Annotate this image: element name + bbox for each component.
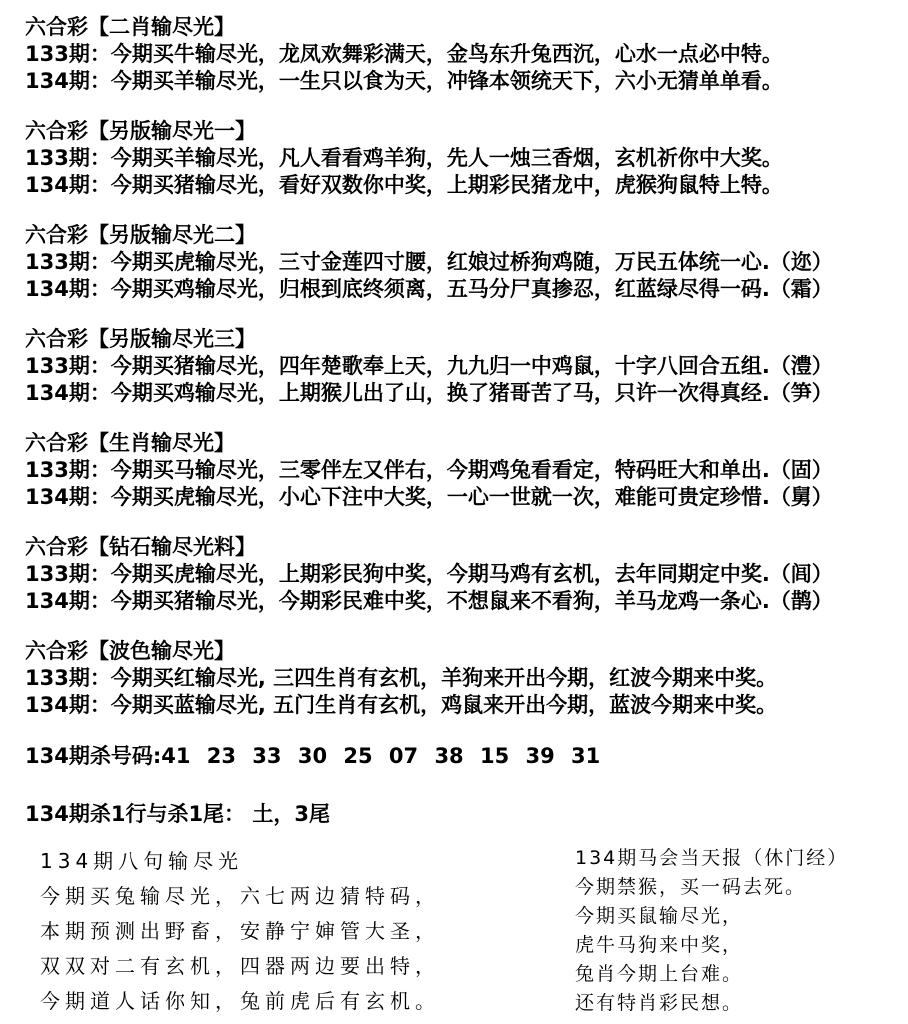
eight-block-line: 双双对二有玄机，四器两边要出特， (40, 954, 440, 978)
forecast-line-133: 133期：今期买牛输尽光，龙凤欢舞彩满天，金鸟东升兔西沉，心水一点必中特。 (25, 42, 783, 66)
forecast-line-133: 133期：今期买红输尽光, 三四生肖有玄机，羊狗来开出今期，红波今期来中奖。 (25, 666, 778, 690)
forecast-line-134: 134期：今期买猪输尽光，今期彩民难中奖，不想鼠来不看狗，羊马龙鸡一条心.（鹊） (25, 589, 833, 613)
section-title: 六合彩【另版输尽光一】 (25, 119, 256, 143)
section-alt-version-1 (25, 118, 908, 199)
section-alt-version-3 (25, 326, 908, 407)
section-title: 六合彩【另版输尽光二】 (25, 223, 256, 247)
eight-block-title: 134期八句输尽光 (40, 849, 244, 873)
section-title: 六合彩【二肖输尽光】 (25, 15, 235, 39)
eight-block-line: 今期道人话你知，兔前虎后有玄机。 (40, 989, 440, 1013)
forecast-line-134: 134期：今期买鸡输尽光，上期猴儿出了山，换了猪哥苦了马，只许一次得真经.（笋） (25, 381, 833, 405)
section-zodiac (25, 430, 908, 511)
section-title: 六合彩【钻石输尽光料】 (25, 535, 256, 559)
forecast-line-133: 133期：今期买虎输尽光，三寸金莲四寸腰，红娘过桥狗鸡随，万民五体统一心.（迩） (25, 250, 833, 274)
forecast-line-133: 133期：今期买羊输尽光，凡人看看鸡羊狗，先人一烛三香烟，玄机祈你中大奖。 (25, 146, 783, 170)
forecast-line-134: 134期：今期买鸡输尽光，归根到底终须离，五马分尸真掺忍，红蓝绿尽得一码.（霜） (25, 277, 833, 301)
forecast-line-134: 134期：今期买蓝输尽光, 五门生肖有玄机，鸡鼠来开出今期，蓝波今期来中奖。 (25, 693, 778, 717)
kill-numbers-line (25, 742, 908, 770)
section-title: 六合彩【波色输尽光】 (25, 639, 235, 663)
section-diamond (25, 534, 908, 615)
daily-block-line: 今期禁猴，买一码去死。 (575, 876, 807, 898)
bottom-row (0, 844, 908, 1019)
forecast-line-133: 133期：今期买马输尽光，三零伴左又伴右，今期鸡兔看看定，特码旺大和单出.（固） (25, 458, 833, 482)
kill-row-tail-line: 134期杀1行与杀1尾： 土，3尾 (25, 802, 330, 826)
daily-block-line: 还有特肖彩民想。 (575, 992, 744, 1014)
eight-block-line: 今期买兔输尽光，六七两边猜特码， (40, 884, 440, 908)
forecast-line-134: 134期：今期买羊输尽光，一生只以食为天，冲锋本领统天下，六小无猜单单看。 (25, 69, 783, 93)
eight-block-line: 本期预测出野畜，安静宁婶管大圣， (40, 919, 440, 943)
daily-block-title: 134期马会当天报（休门经） (575, 847, 849, 869)
section-wave-color (25, 638, 908, 719)
forecast-line-134: 134期：今期买猪输尽光，看好双数你中奖，上期彩民猪龙中，虎猴狗鼠特上特。 (25, 173, 783, 197)
daily-block-line: 今期买鼠输尽光， (575, 905, 744, 927)
forecast-line-133: 133期：今期买猪输尽光，四年楚歌奉上天，九九归一中鸡鼠，十字八回合五组.（澧） (25, 354, 833, 378)
section-title: 六合彩【生肖输尽光】 (25, 431, 235, 455)
kill-numbers-label: 134期杀号码: (25, 744, 162, 768)
forecast-line-134: 134期：今期买虎输尽光，小心下注中大奖，一心一世就一次，难能可贵定珍惜.（舅） (25, 485, 833, 509)
daily-block-line: 虎牛马狗来中奖， (575, 934, 744, 956)
section-title: 六合彩【另版输尽光三】 (25, 327, 256, 351)
section-two-zodiac (25, 14, 908, 95)
forecast-line-133: 133期：今期买虎输尽光，上期彩民狗中奖，今期马鸡有玄机，去年同期定中奖.（闾） (25, 562, 833, 586)
section-alt-version-2 (25, 222, 908, 303)
kill-numbers-values: 41 23 33 30 25 07 38 15 39 31 (161, 744, 601, 768)
daily-report-block (575, 844, 848, 1018)
eight-line-forecast-block (40, 844, 575, 1019)
daily-block-line: 兔肖今期上台难。 (575, 963, 744, 985)
